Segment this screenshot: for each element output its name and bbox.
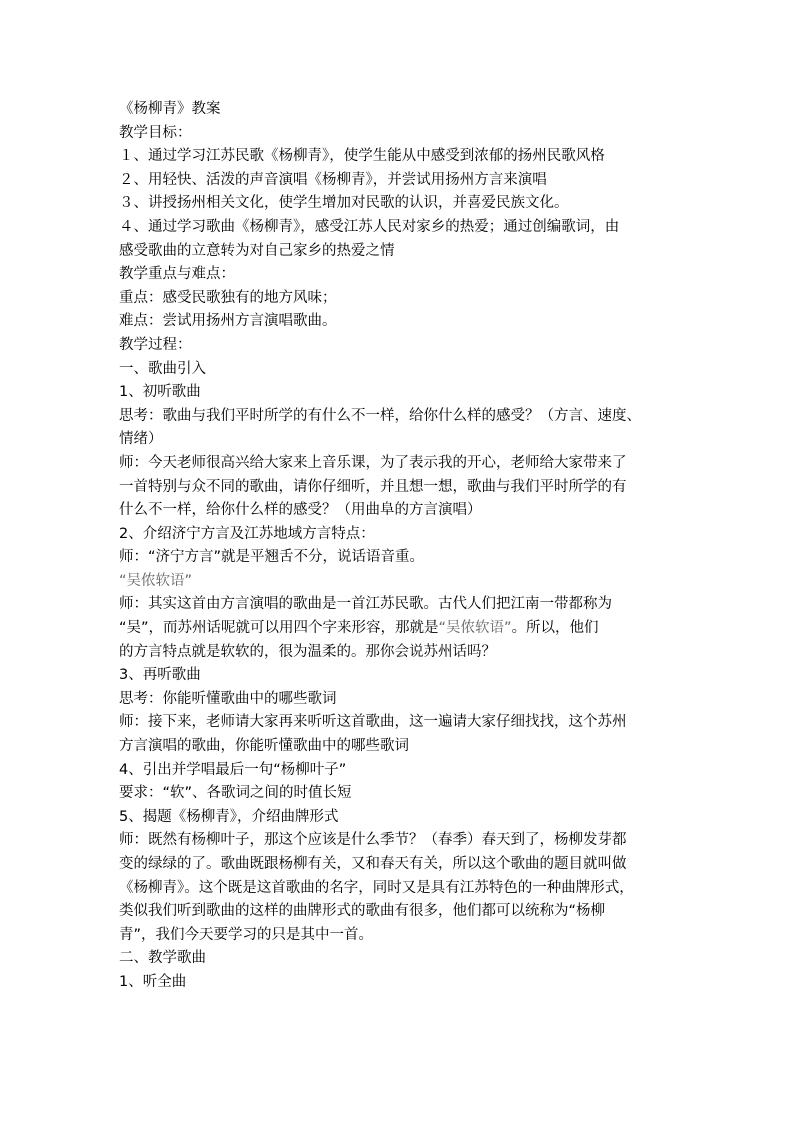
keypoints-heading: 教学重点与难点： bbox=[119, 266, 235, 283]
teacher-1-line-3: 什么不一样，给你什么样的感受？（用曲阜的方言演唱） bbox=[119, 502, 482, 519]
document-body bbox=[119, 98, 684, 995]
step-1-5: 5、揭题《杨柳青》，介绍曲牌形式 bbox=[119, 808, 339, 825]
think-1-line-2: 情绪） bbox=[119, 431, 163, 448]
teacher-1-line-2: 一首特别与众不同的歌曲，请你仔细听，并且想一想，歌曲与我们平时所学的有 bbox=[119, 478, 627, 495]
teacher-5-line-4: 类似我们听到歌曲的这样的曲牌形式的歌曲有很多，他们都可以统称为“杨柳 bbox=[119, 903, 606, 920]
section-1-heading: 一、歌曲引入 bbox=[119, 360, 206, 377]
step-2-1: 1、听全曲 bbox=[119, 973, 187, 990]
teacher-4-line-1: 师：接下来，老师请大家再来听听这首歌曲，这一遍请大家仔细找找，这个苏州 bbox=[119, 714, 627, 731]
difficulty: 难点：尝试用扬州方言演唱歌曲。 bbox=[119, 313, 337, 330]
section-2-heading: 二、教学歌曲 bbox=[119, 950, 206, 967]
teacher-5-line-5: 青”，我们今天要学习的只是其中一首。 bbox=[119, 926, 374, 943]
keypoint: 重点：感受民歌独有的地方风味； bbox=[119, 289, 337, 306]
teacher-3-line-3: 的方言特点就是软软的，很为温柔的。那你会说苏州话吗？ bbox=[119, 643, 496, 660]
teacher-3-line-2 bbox=[119, 617, 684, 641]
teacher-5-line-2: 变的绿绿的了。歌曲既跟杨柳有关，又和春天有关，所以这个歌曲的题目就叫做 bbox=[119, 856, 627, 872]
teacher-3-line-2-start: “吴”，而苏州话呢就可以用四个字来形容，那就是 bbox=[119, 620, 439, 637]
teacher-1-line-1: 师：今天老师很高兴给大家来上音乐课，为了表示我的开心，老师给大家带来了 bbox=[119, 454, 627, 471]
step-1-4: 4、引出并学唱最后一句“杨柳叶子” bbox=[119, 761, 347, 778]
objective-1: １、通过学习江苏民歌《杨柳青》，使学生能从中感受到浓郁的扬州民歌风格 bbox=[119, 148, 605, 165]
document-title: 《杨柳青》教案 bbox=[119, 101, 221, 117]
teacher-3-line-1: 师：其实这首由方言演唱的歌曲是一首江苏民歌。古代人们把江南一带都称为 bbox=[119, 596, 612, 613]
step-1-1: 1、初听歌曲 bbox=[119, 384, 201, 401]
step-1-3: 3、再听歌曲 bbox=[119, 667, 201, 684]
think-1-line-1: 思考：歌曲与我们平时所学的有什么不一样，给你什么样的感受？（方言、速度、 bbox=[119, 407, 641, 424]
teacher-3-line-2-quote: “吴侬软语” bbox=[438, 620, 512, 637]
objective-4-line-1: ４、通过学习歌曲《杨柳青》，感受江苏人民对家乡的热爱；通过创编歌词，由 bbox=[119, 218, 620, 235]
objective-2: ２、用轻快、活泼的声音演唱《杨柳青》，并尝试用扬州方言来演唱 bbox=[119, 171, 547, 188]
teacher-2: 师：“济宁方言”就是平翘舌不分，说话语音重。 bbox=[119, 549, 425, 566]
teacher-5-line-3: 《杨柳青》。这个既是这首歌曲的名字，同时又是具有江苏特色的一种曲牌形式， bbox=[119, 879, 634, 896]
requirement: 要求：“软”、各歌词之间的时值长短 bbox=[119, 785, 352, 802]
objectives-heading: 教学目标： bbox=[119, 124, 192, 141]
step-1-2: 2、介绍济宁方言及江苏地域方言特点： bbox=[119, 525, 375, 542]
objective-4-line-2: 感受歌曲的立意转为对自己家乡的热爱之情 bbox=[119, 242, 395, 259]
process-heading: 教学过程： bbox=[119, 336, 192, 353]
teacher-3-line-2-end: 。所以，他们 bbox=[511, 620, 599, 637]
teacher-4-line-2: 方言演唱的歌曲，你能听懂歌曲中的哪些歌词 bbox=[119, 738, 409, 755]
quote-wunong: “吴侬软语” bbox=[119, 572, 193, 589]
objective-3: ３、讲授扬州相关文化，使学生增加对民歌的认识，并喜爱民族文化。 bbox=[119, 195, 569, 212]
teacher-5-line-1: 师：既然有杨柳叶子，那这个应该是什么季节？（春季）春天到了，杨柳发芽都 bbox=[119, 832, 627, 849]
think-2: 思考：你能听懂歌曲中的哪些歌词 bbox=[119, 690, 337, 707]
